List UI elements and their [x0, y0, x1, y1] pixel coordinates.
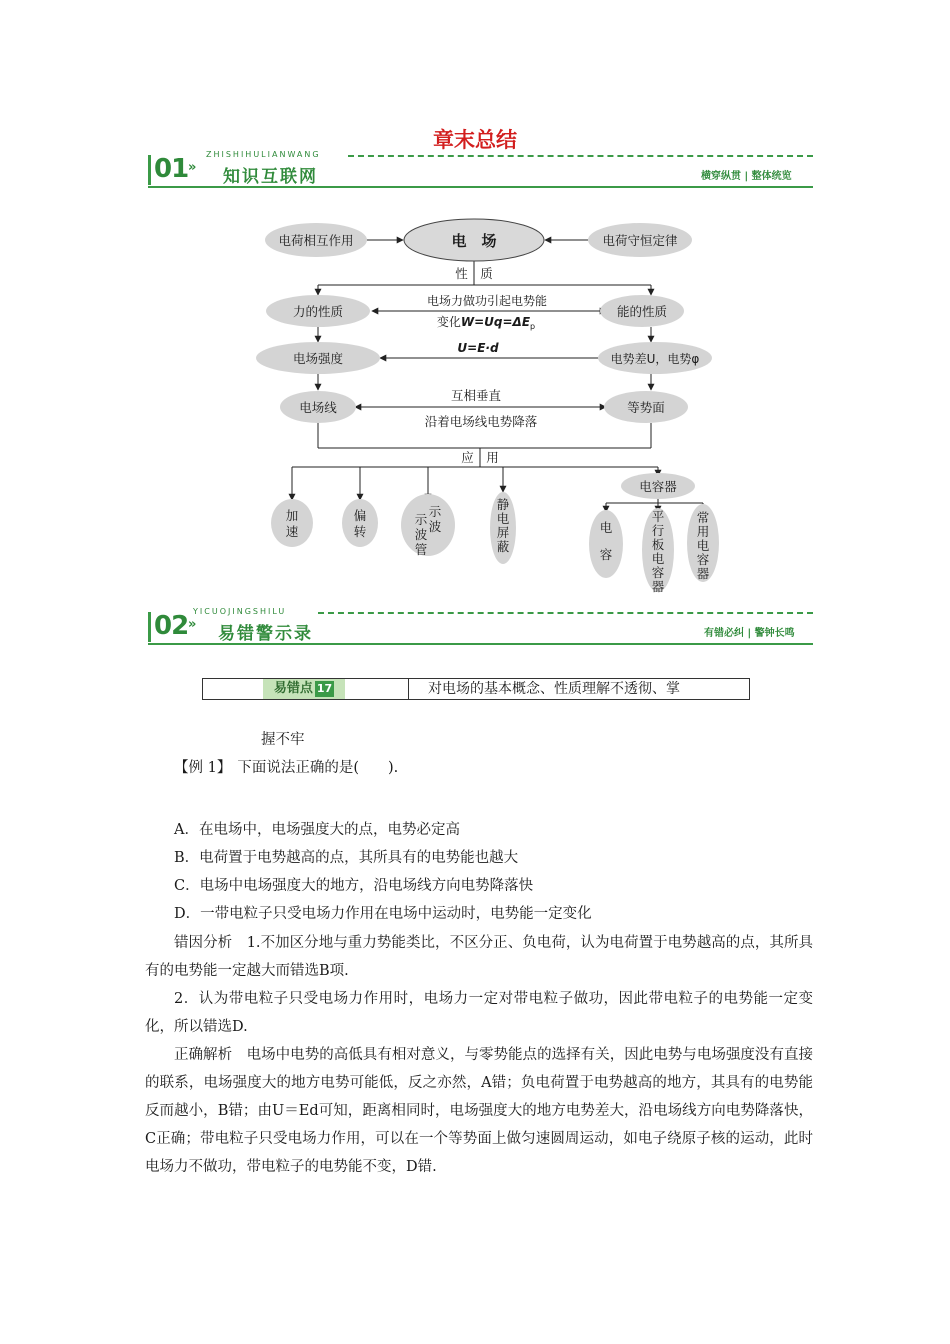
section-number: 02 — [154, 611, 189, 641]
node-label: 力的性质 — [292, 304, 344, 319]
error-point-number: 17 — [316, 682, 333, 695]
node-ellipse — [342, 499, 378, 547]
example-tag: 【例 1】 — [174, 760, 232, 776]
node-label: 电 场 — [451, 232, 497, 250]
section-pinyin: ZHISHIHULIANWANG — [206, 150, 321, 159]
option-d: D．一带电粒子只受电场力作用在电场中运动时，电势能一定变化 — [174, 906, 592, 922]
option-a: A．在电场中，电场强度大的点，电势必定高 — [174, 822, 460, 838]
section-arrow: » — [188, 617, 197, 632]
section-title: 易错警示录 — [218, 624, 313, 644]
section-tag: 横穿纵贯 | 整体统览 — [701, 171, 792, 182]
options-list — [174, 816, 814, 928]
node-label: 电场强度 — [292, 351, 344, 366]
node-label: 电势差U，电势φ — [610, 352, 700, 366]
section-title: 知识互联网 — [223, 167, 318, 187]
divider — [148, 643, 813, 645]
edge-label: U=E·d — [457, 341, 499, 355]
analysis — [145, 929, 813, 1181]
node-label: 等势面 — [627, 400, 665, 415]
section-arrow: » — [188, 160, 197, 175]
node-ellipse — [271, 499, 313, 547]
divider — [318, 612, 813, 614]
error-point-continuation: 握不牢 — [261, 732, 305, 748]
node-label: 加速 — [285, 508, 299, 539]
node-label: 性 质 — [455, 266, 493, 281]
node-label: 电荷相互作用 — [278, 233, 354, 248]
page-title: 章末总结 — [433, 128, 517, 152]
edge-label: 变化$W=Uq=\Delta E_p$ — [436, 315, 536, 331]
node-label: 偏转 — [353, 508, 367, 539]
node-label: 示波管示波 — [414, 504, 442, 557]
node-label: 平行板电容器 — [651, 509, 665, 594]
edge-label: 互相垂直 — [450, 388, 502, 403]
question-text: 下面说法正确的是( ). — [237, 760, 399, 776]
node-label: 能的性质 — [616, 304, 668, 319]
node-label: 电容 — [599, 520, 613, 562]
section-tag: 有错必纠 | 警钟长鸣 — [704, 628, 795, 639]
analysis-paragraph: 错因分析 1.不加区分地与重力势能类比，不区分正、负电荷，认为电荷置于电势越高的点，其所具有的电势能一定越大而错选B项. — [145, 935, 813, 979]
error-point-text: 对电场的基本概念、性质理解不透彻、掌 — [428, 681, 680, 697]
section-pinyin: YICUOJINGSHILU — [193, 607, 287, 616]
example-question — [174, 754, 398, 782]
error-point-box — [202, 678, 750, 700]
node-label: 应 用 — [461, 450, 499, 465]
option-b: B．电荷置于电势越高的点，其所具有的电势能也越大 — [174, 850, 519, 866]
concept-map — [0, 0, 950, 600]
node-label: 静电屏蔽 — [496, 497, 510, 554]
divider — [408, 679, 409, 699]
node-label: 电容器 — [639, 479, 677, 494]
section-number: 01 — [154, 154, 189, 184]
node-label: 常用电容器 — [696, 510, 710, 581]
node-label: 电荷守恒定律 — [602, 233, 678, 248]
edge-label: 沿着电场线电势降落 — [424, 414, 538, 429]
analysis-paragraph: 正确解析 电场中电势的高低具有相对意义，与零势能点的选择有关，因此电势与电场强度没有直接的联系，电场强度大的地方电势可能低，反之亦然，A错；负电荷置于电势越高的地方，其具有的电势能反而越小，B错；由U＝Ed可知，距离相同时，电场强度大的地方电势差大，沿电场线方向电势降落快，C正确；带电粒子只受电场力作用，可以在一个等势面上做匀速圆周运动，如电子绕原子核的运动，此时电场力不做功，带电粒子的电势能不变，D错. — [145, 1047, 813, 1175]
section-header-2 — [148, 607, 813, 647]
analysis-paragraph: 2．认为带电粒子只受电场力作用时，电场力一定对带电粒子做功，因此带电粒子的电势能一定变化，所以错选D. — [145, 991, 813, 1035]
node-label: 电场线 — [299, 400, 337, 415]
option-c: C．电场中电场强度大的地方，沿电场线方向电势降落快 — [174, 878, 534, 894]
section-bar — [148, 612, 151, 642]
edge-label: 电场力做功引起电势能 — [426, 294, 548, 308]
error-point-label: 易错点 17 — [263, 679, 345, 699]
